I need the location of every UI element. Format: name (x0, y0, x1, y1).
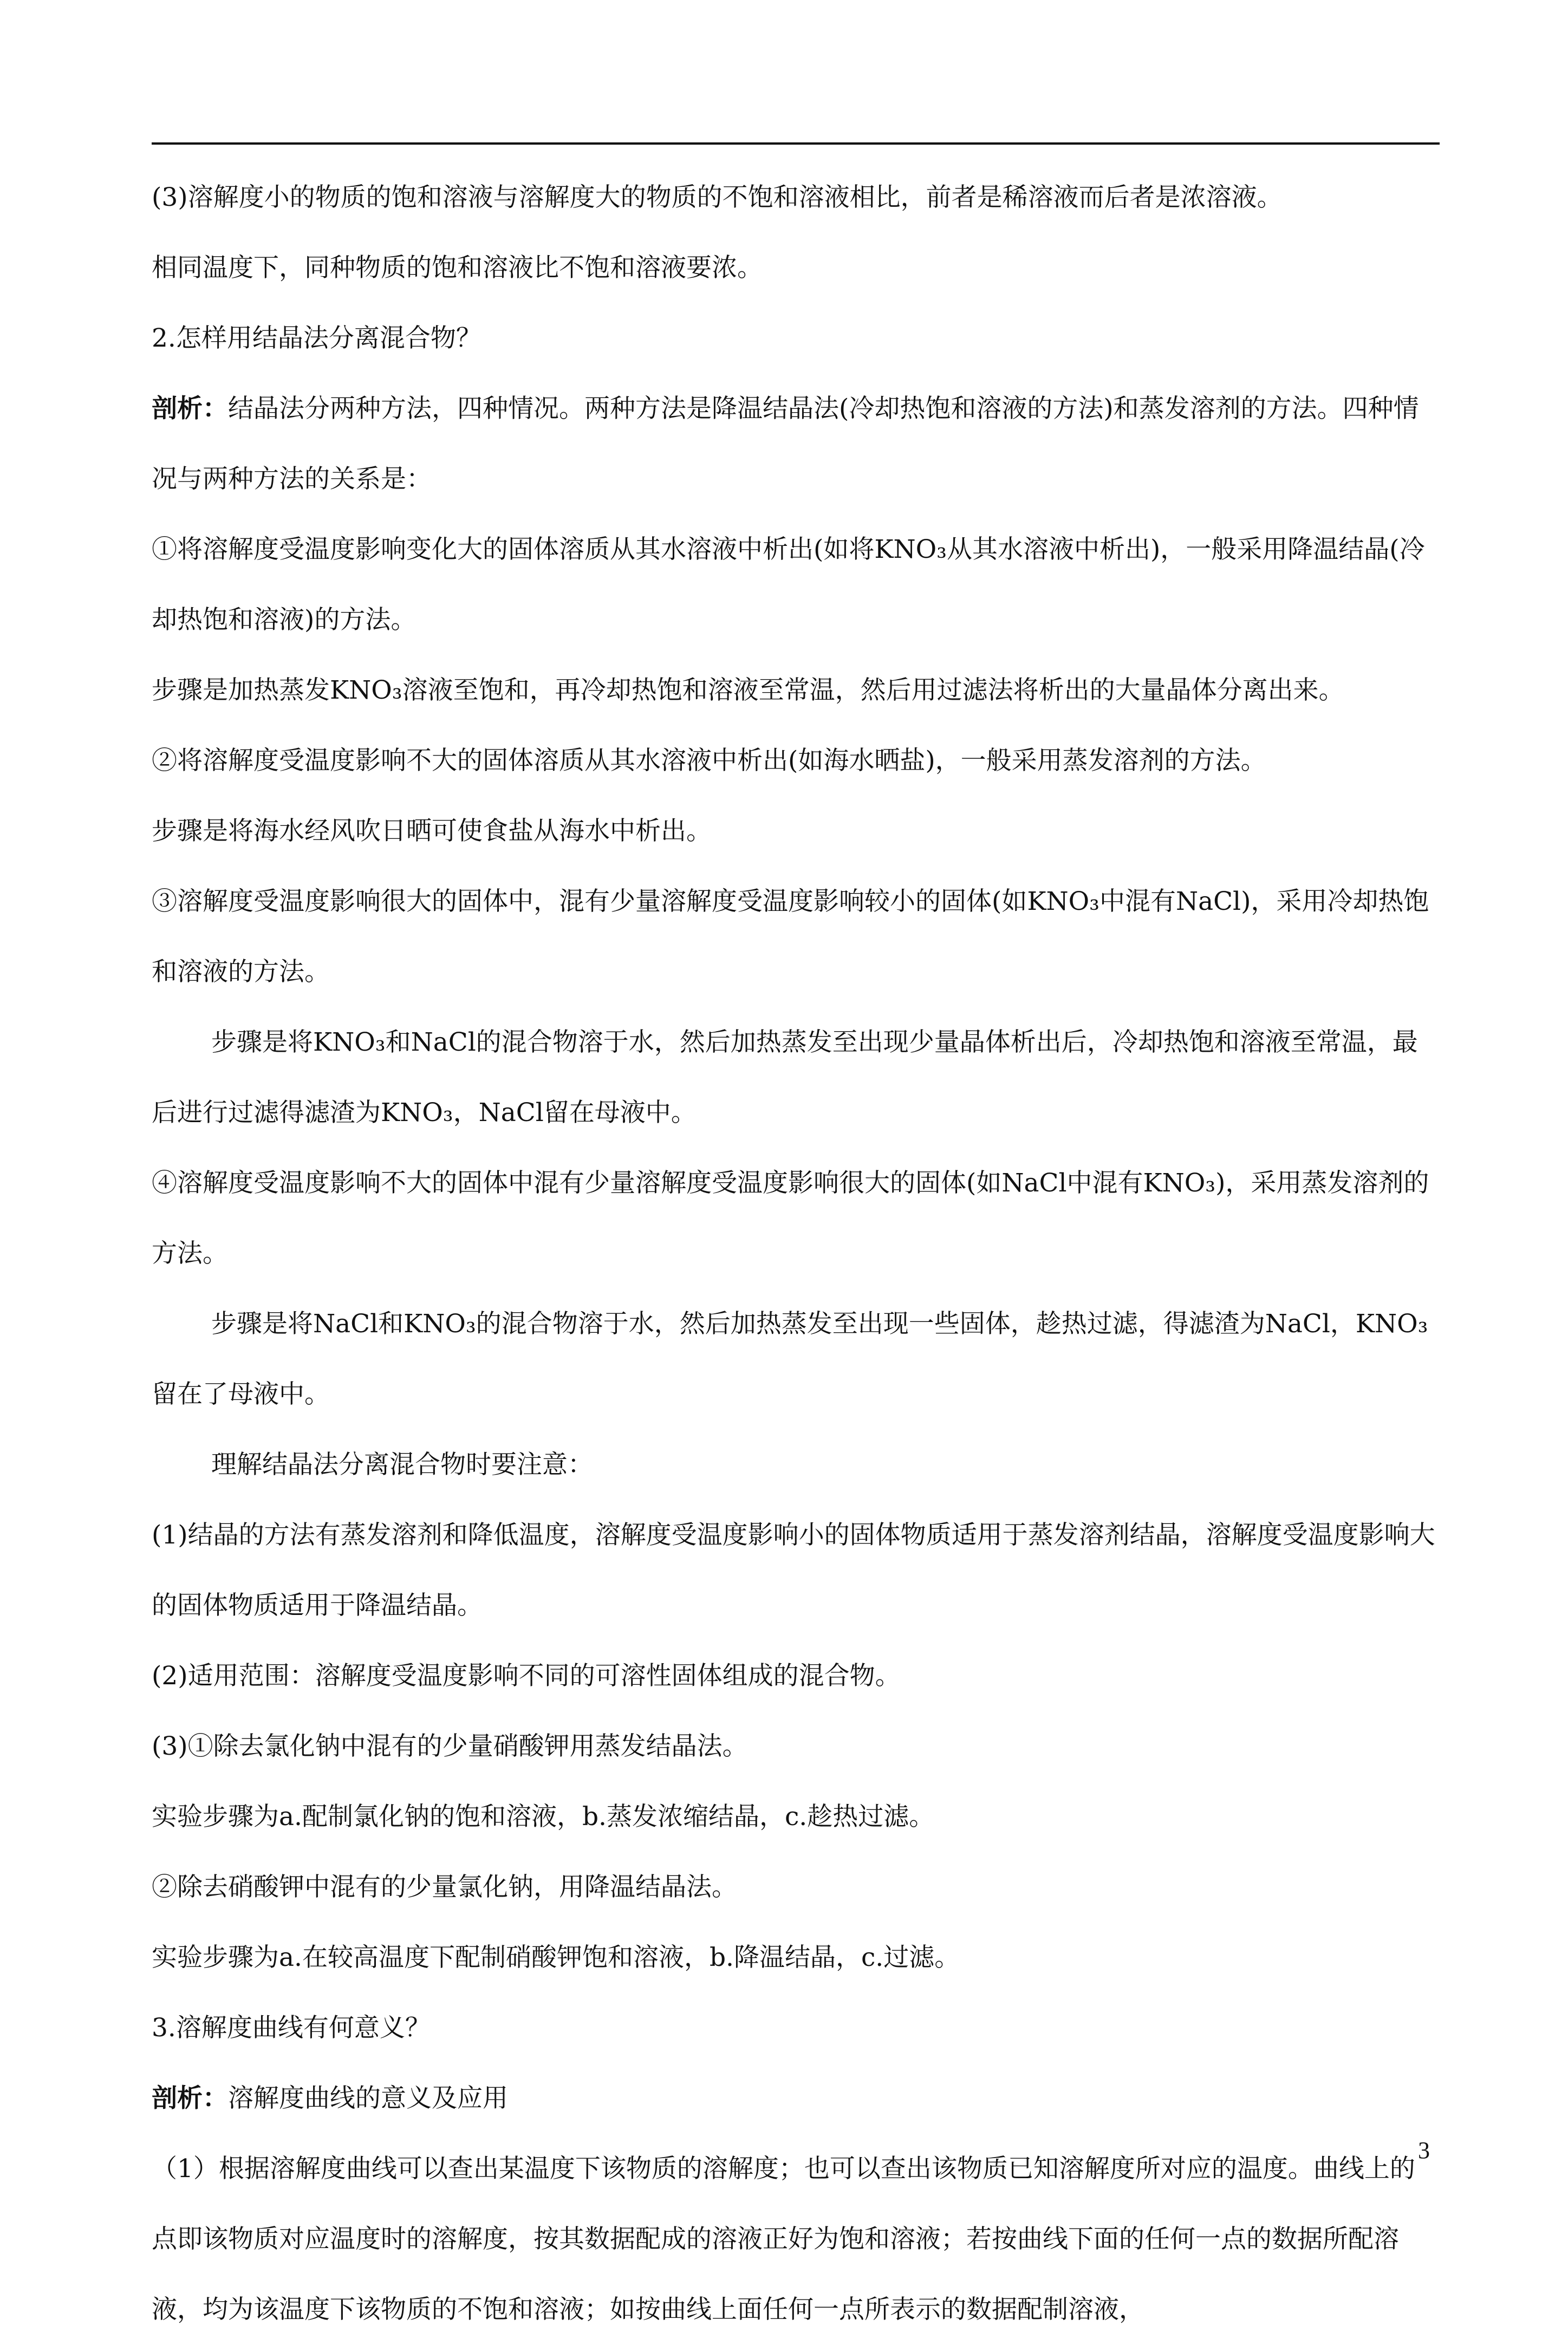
paragraph: 理解结晶法分离混合物时要注意： (211, 1450, 593, 1480)
question-heading: 2.怎样用结晶法分离混合物？ (152, 323, 482, 353)
page-number: 3 (1418, 2137, 1430, 2164)
analysis-label: 剖析： (152, 394, 228, 424)
paragraph-text: 溶解度曲线的意义及应用 (228, 2083, 508, 2113)
paragraph: （1）根据溶解度曲线可以查出某温度下该物质的溶解度；也可以查出该物质已知溶解度所对应的温度。曲线上的点即该物质对应温度时的溶解度，按其数据配成的溶液正好为饱和溶液；若按曲线下面的任何一点的数据所配溶液，均为该温度下该物质的不饱和溶液；如按曲线上面任何一点所表示的数据配制溶液， (152, 2154, 1415, 2324)
paragraph: ②除去硝酸钾中混有的少量氯化钠，用降温结晶法。 (152, 1872, 737, 1902)
paragraph: 步骤是将海水经风吹日晒可使食盐从海水中析出。 (152, 816, 712, 846)
paragraph: (3)①除去氯化钠中混有的少量硝酸钾用蒸发结晶法。 (152, 1731, 748, 1761)
paragraph: 实验步骤为a.在较高温度下配制硝酸钾饱和溶液，b.降温结晶，c.过滤。 (152, 1943, 960, 1972)
paragraph: (3)溶解度小的物质的饱和溶液与溶解度大的物质的不饱和溶液相比，前者是稀溶液而后者是浓溶液。 (152, 183, 1283, 212)
paragraph: 相同温度下，同种物质的饱和溶液比不饱和溶液要浓。 (152, 253, 763, 283)
paragraph (152, 374, 1440, 514)
header-rule (152, 142, 1440, 145)
question-heading: 3.溶解度曲线有何意义？ (152, 2013, 431, 2043)
paragraph: 步骤是加热蒸发KNO₃溶液至饱和，再冷却热饱和溶液至常温，然后用过滤法将析出的大量晶体分离出来。 (152, 675, 1344, 705)
paragraph: 步骤是将KNO₃和NaCl的混合物溶于水，然后加热蒸发至出现少量晶体析出后，冷却热饱和溶液至常温，最后进行过滤得滤渣为KNO₃，NaCl留在母液中。 (152, 1027, 1418, 1128)
paragraph: (2)适用范围：溶解度受温度影响不同的可溶性固体组成的混合物。 (152, 1661, 901, 1691)
paragraph: ①将溶解度受温度影响变化大的固体溶质从其水溶液中析出(如将KNO₃从其水溶液中析出)，一般采用降温结晶(冷却热饱和溶液)的方法。 (152, 535, 1425, 635)
paragraph: (1)结晶的方法有蒸发溶剂和降低温度，溶解度受温度影响小的固体物质适用于蒸发溶剂结晶，溶解度受温度影响大的固体物质适用于降温结晶。 (152, 1520, 1435, 1620)
paragraph: 实验步骤为a.配制氯化钠的饱和溶液，b.蒸发浓缩结晶，c.趁热过滤。 (152, 1802, 935, 1832)
paragraph (152, 2063, 1440, 2134)
paragraph: ②将溶解度受温度影响不大的固体溶质从其水溶液中析出(如海水晒盐)，一般采用蒸发溶剂的方法。 (152, 746, 1266, 776)
paragraph: ④溶解度受温度影响不大的固体中混有少量溶解度受温度影响很大的固体(如NaCl中混有KNO₃)，采用蒸发溶剂的方法。 (152, 1168, 1429, 1268)
paragraph: 步骤是将NaCl和KNO₃的混合物溶于水，然后加热蒸发至出现一些固体，趁热过滤，得滤渣为NaCl，KNO₃留在了母液中。 (152, 1309, 1428, 1409)
paragraph: ③溶解度受温度影响很大的固体中，混有少量溶解度受温度影响较小的固体(如KNO₃中混有NaCl)，采用冷却热饱和溶液的方法。 (152, 887, 1429, 987)
paragraph-text: 结晶法分两种方法，四种情况。两种方法是降温结晶法(冷却热饱和溶液的方法)和蒸发溶剂的方法。四种情况与两种方法的关系是： (152, 394, 1419, 494)
analysis-label: 剖析： (152, 2083, 228, 2113)
document-body (152, 162, 1440, 2345)
